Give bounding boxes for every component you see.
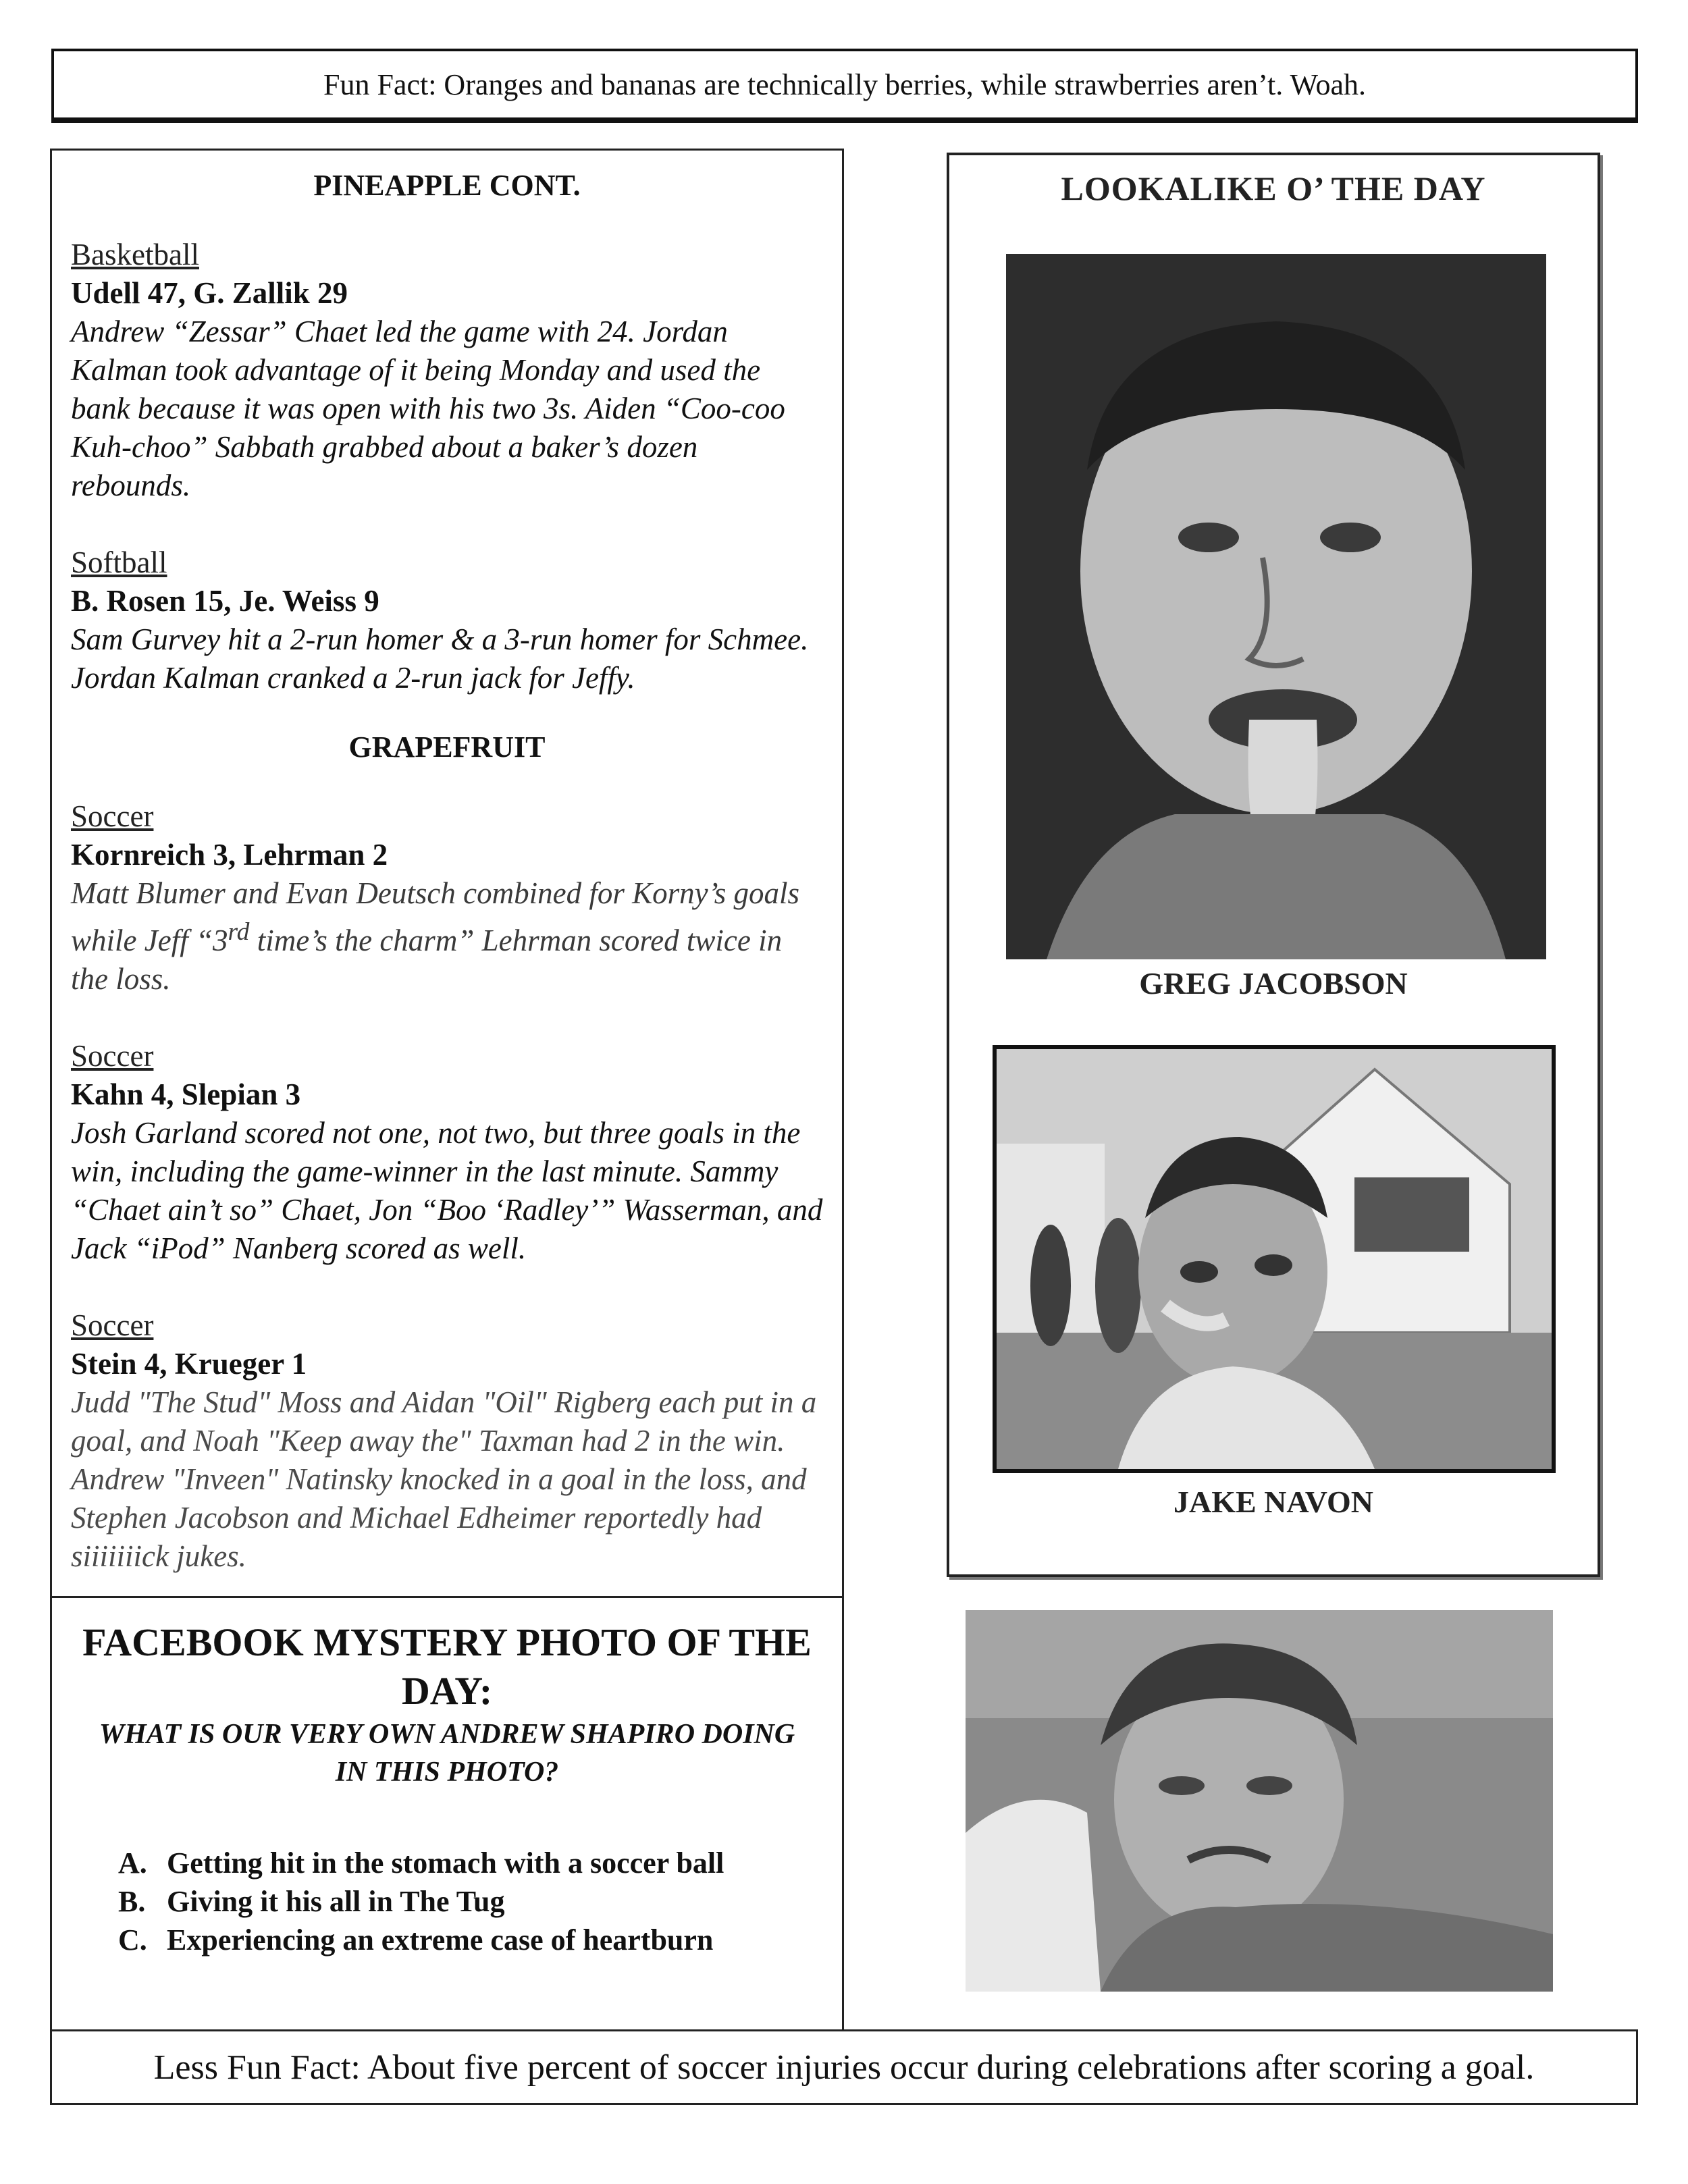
lookalike-photo-2 <box>993 1045 1556 1473</box>
fun-fact-text: Fun Fact: Oranges and bananas are technically berries, while strawberries aren’t. Woah. <box>323 68 1367 101</box>
game-recap: Judd "The Stud" Moss and Aidan "Oil" Rigberg each put in a goal, and Noah "Keep away the" Taxman had 2 in the win. Andrew "Inveen" Natinsky knocked in a goal in the loss, and Stephen Jacobson and Michael Edheimer reportedly had siiiiiiick jukes. <box>71 1385 817 1573</box>
game-basketball <box>71 236 823 505</box>
option-text: Giving it his all in The Tug <box>167 1885 505 1918</box>
game-result: Kahn 4, Slepian 3 <box>71 1077 301 1111</box>
sport-label: Softball <box>71 545 167 579</box>
game-soccer-2 <box>71 1037 823 1268</box>
option-text: Getting hit in the stomach with a soccer ball <box>167 1846 724 1880</box>
lookalike-title: LOOKALIKE O’ THE DAY <box>1061 169 1486 207</box>
scores-panel <box>50 149 844 1607</box>
game-result: B. Rosen 15, Je. Weiss 9 <box>71 584 379 618</box>
recap-part: time’s the charm” Lehrman scored twice in the loss. <box>71 924 783 996</box>
answer-options <box>52 1844 842 1959</box>
sport-label: Soccer <box>71 1039 154 1073</box>
lookalike-panel <box>947 153 1600 1577</box>
game-softball <box>71 543 823 697</box>
less-fun-fact-text: Less Fun Fact: About five percent of soccer injuries occur during celebrations after scoring a goal. <box>153 2048 1535 2087</box>
lookalike-photo-1 <box>1006 254 1546 959</box>
lookalike-caption-1: GREG JACOBSON <box>1139 966 1408 1001</box>
option-text: Experiencing an extreme case of heartburn <box>167 1923 714 1956</box>
sport-label: Soccer <box>71 1308 154 1342</box>
sport-label: Soccer <box>71 799 154 833</box>
mystery-photo <box>966 1610 1553 1992</box>
option-letter: C. <box>118 1923 147 1956</box>
game-result: Udell 47, G. Zallik 29 <box>71 276 348 310</box>
option-letter: A. <box>118 1846 147 1880</box>
portrait-illustration <box>997 1049 1552 1469</box>
answer-option <box>118 1844 842 1882</box>
game-recap <box>71 874 823 998</box>
game-result: Stein 4, Krueger 1 <box>71 1347 307 1381</box>
grapefruit-heading: GRAPEFRUIT <box>348 730 546 764</box>
portrait-illustration <box>966 1610 1553 1992</box>
game-recap: Sam Gurvey hit a 2-run homer & a 3-run homer for Schmee. Jordan Kalman cranked a 2-run jack for Jeffy. <box>71 622 809 695</box>
lookalike-caption-2: JAKE NAVON <box>1173 1485 1373 1519</box>
answer-option <box>118 1882 842 1921</box>
less-fun-fact-banner <box>50 2029 1638 2105</box>
ordinal-suffix: rd <box>228 918 250 946</box>
answer-option <box>118 1921 842 1959</box>
game-recap: Josh Garland scored not one, not two, but three goals in the win, including the game-winner in the last minute. Sammy “Chaet ain’t so” Chaet, Jon “Boo ‘Radley’” Wasserman, and Jack “iPod” Nanberg scored as well. <box>71 1116 823 1265</box>
option-letter: B. <box>118 1885 146 1918</box>
mystery-question: WHAT IS OUR VERY OWN ANDREW SHAPIRO DOING IN THIS PHOTO? <box>99 1719 795 1788</box>
game-soccer-1 <box>71 797 823 998</box>
game-soccer-3 <box>71 1306 823 1576</box>
game-recap: Andrew “Zessar” Chaet led the game with 24. Jordan Kalman took advantage of it being Monday and used the bank because it was open with his two 3s. Aiden “Coo-coo Kuh-choo” Sabbath grabbed about a baker’s dozen rebounds. <box>71 315 785 502</box>
pineapple-heading: PINEAPPLE CONT. <box>313 169 581 202</box>
fun-fact-banner <box>51 49 1638 123</box>
game-result: Kornreich 3, Lehrman 2 <box>71 838 388 872</box>
recap-part: Matt Blumer and Evan Deutsch combined for Korny’s goals while Jeff “3 <box>71 876 800 957</box>
mystery-photo-panel <box>50 1596 844 2035</box>
portrait-illustration <box>1006 254 1546 959</box>
sport-label: Basketball <box>71 238 199 271</box>
mystery-title: FACEBOOK MYSTERY PHOTO OF THE DAY: <box>82 1620 812 1713</box>
